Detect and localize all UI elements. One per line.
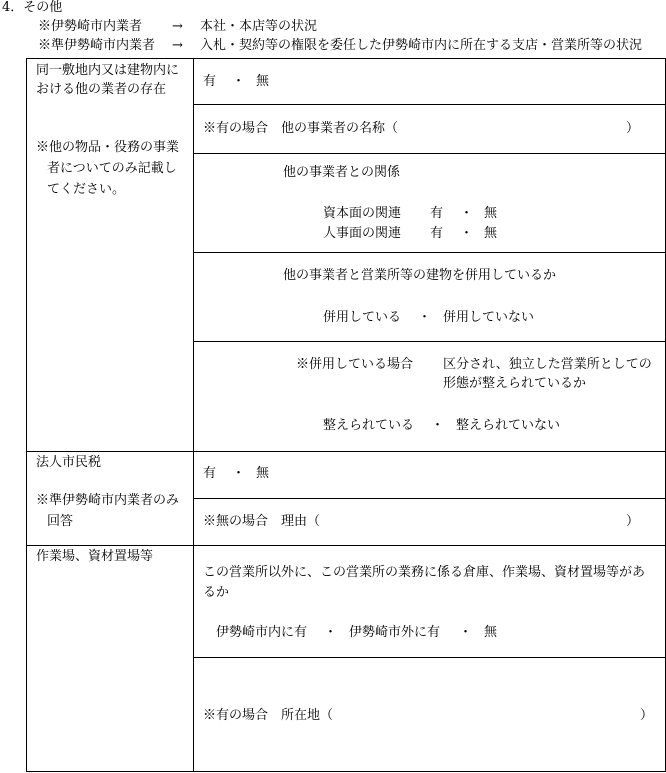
section-heading: 4．その他 [2,0,63,15]
table-border-bottom [26,771,666,772]
storage-location-close: ） [640,708,654,723]
option-separator: ・ [232,74,246,89]
scope-arrow-2: → [172,38,183,53]
scope-label-1: ※伊勢崎市内業者 [38,19,143,34]
other-company-name-close: ） [626,121,640,136]
scope-desc-1: 本社・本店等の状況 [200,19,318,34]
personnel-relation-label: 人事面の関連 [323,226,402,241]
separated-question: 区分され、独立した営業所としての [443,357,652,372]
row-divider [193,657,666,658]
section1-title: 同一敷地内又は建物内に [36,63,180,78]
shared-option-yes[interactable]: 併用している [323,310,402,325]
row-divider [193,252,666,253]
personnel-option-no[interactable]: 無 [484,226,498,241]
row-divider [193,498,666,499]
storage-option-no[interactable]: 無 [484,625,498,640]
tax-reason-label: ※無の場合 理由（ [203,514,321,529]
row-divider [193,153,666,154]
tax-option-no[interactable]: 無 [256,466,270,481]
separated-label: ※併用している場合 [296,357,414,372]
scope-label-2: ※準伊勢崎市内業者 [38,38,156,53]
scope-arrow-1: → [172,19,183,34]
storage-question: るか [203,585,230,600]
table-divider-col [193,58,194,772]
option-separator: ・ [459,625,473,640]
table-border-left [26,58,27,772]
capital-option-yes[interactable]: 有 [430,206,444,221]
tax-option-yes[interactable]: 有 [203,466,217,481]
table-border-top [26,58,666,59]
section1-note: てください。 [47,182,126,197]
presence-option-no[interactable]: 無 [256,74,270,89]
section2-note: ※準伊勢崎市内業者のみ [36,493,180,508]
section-divider [26,545,666,546]
personnel-option-yes[interactable]: 有 [430,226,444,241]
storage-option-outside-city[interactable]: 伊勢崎市外に有 [349,625,441,640]
relation-title: 他の事業者との関係 [283,165,401,180]
shared-building-question: 他の事業者と営業所等の建物を併用しているか [283,268,557,283]
section1-note: ※他の物品・役務の事業 [36,140,180,155]
other-company-name-label: ※有の場合 他の事業者の名称（ [203,121,399,136]
storage-question: この営業所以外に、この営業所の業務に係る倉庫、作業場、資材置場等があ [203,565,646,580]
storage-location-input[interactable] [338,705,638,723]
option-separator: ・ [324,625,338,640]
presence-option-yes[interactable]: 有 [203,74,217,89]
option-separator: ・ [460,206,474,221]
separated-option-no[interactable]: 整えられていない [456,418,561,433]
section2-title: 法人市民税 [36,455,102,470]
section1-title: おける他の業者の存在 [36,82,167,97]
option-separator: ・ [418,310,432,325]
separated-option-yes[interactable]: 整えられている [323,418,415,433]
row-divider [193,341,666,342]
scope-desc-2: 入札・契約等の権限を委任した伊勢崎市内に所在する支店・営業所等の状況 [200,38,643,53]
row-divider [193,104,666,105]
tax-reason-input[interactable] [325,511,624,529]
capital-option-no[interactable]: 無 [484,206,498,221]
tax-reason-close: ） [626,514,640,529]
separated-question: 形態が整えられているか [443,376,587,391]
section-divider [26,451,666,452]
capital-relation-label: 資本面の関連 [323,206,402,221]
option-separator: ・ [431,418,445,433]
shared-option-no[interactable]: 併用していない [443,310,535,325]
section3-title: 作業場、資材置場等 [36,549,154,564]
storage-location-label: ※有の場合 所在地（ [203,708,334,723]
other-company-name-input[interactable] [402,118,624,136]
section2-note: 回答 [47,514,74,529]
option-separator: ・ [460,226,474,241]
section1-note: 者についてのみ記載し [47,161,177,176]
option-separator: ・ [232,466,246,481]
storage-option-in-city[interactable]: 伊勢崎市内に有 [216,625,308,640]
